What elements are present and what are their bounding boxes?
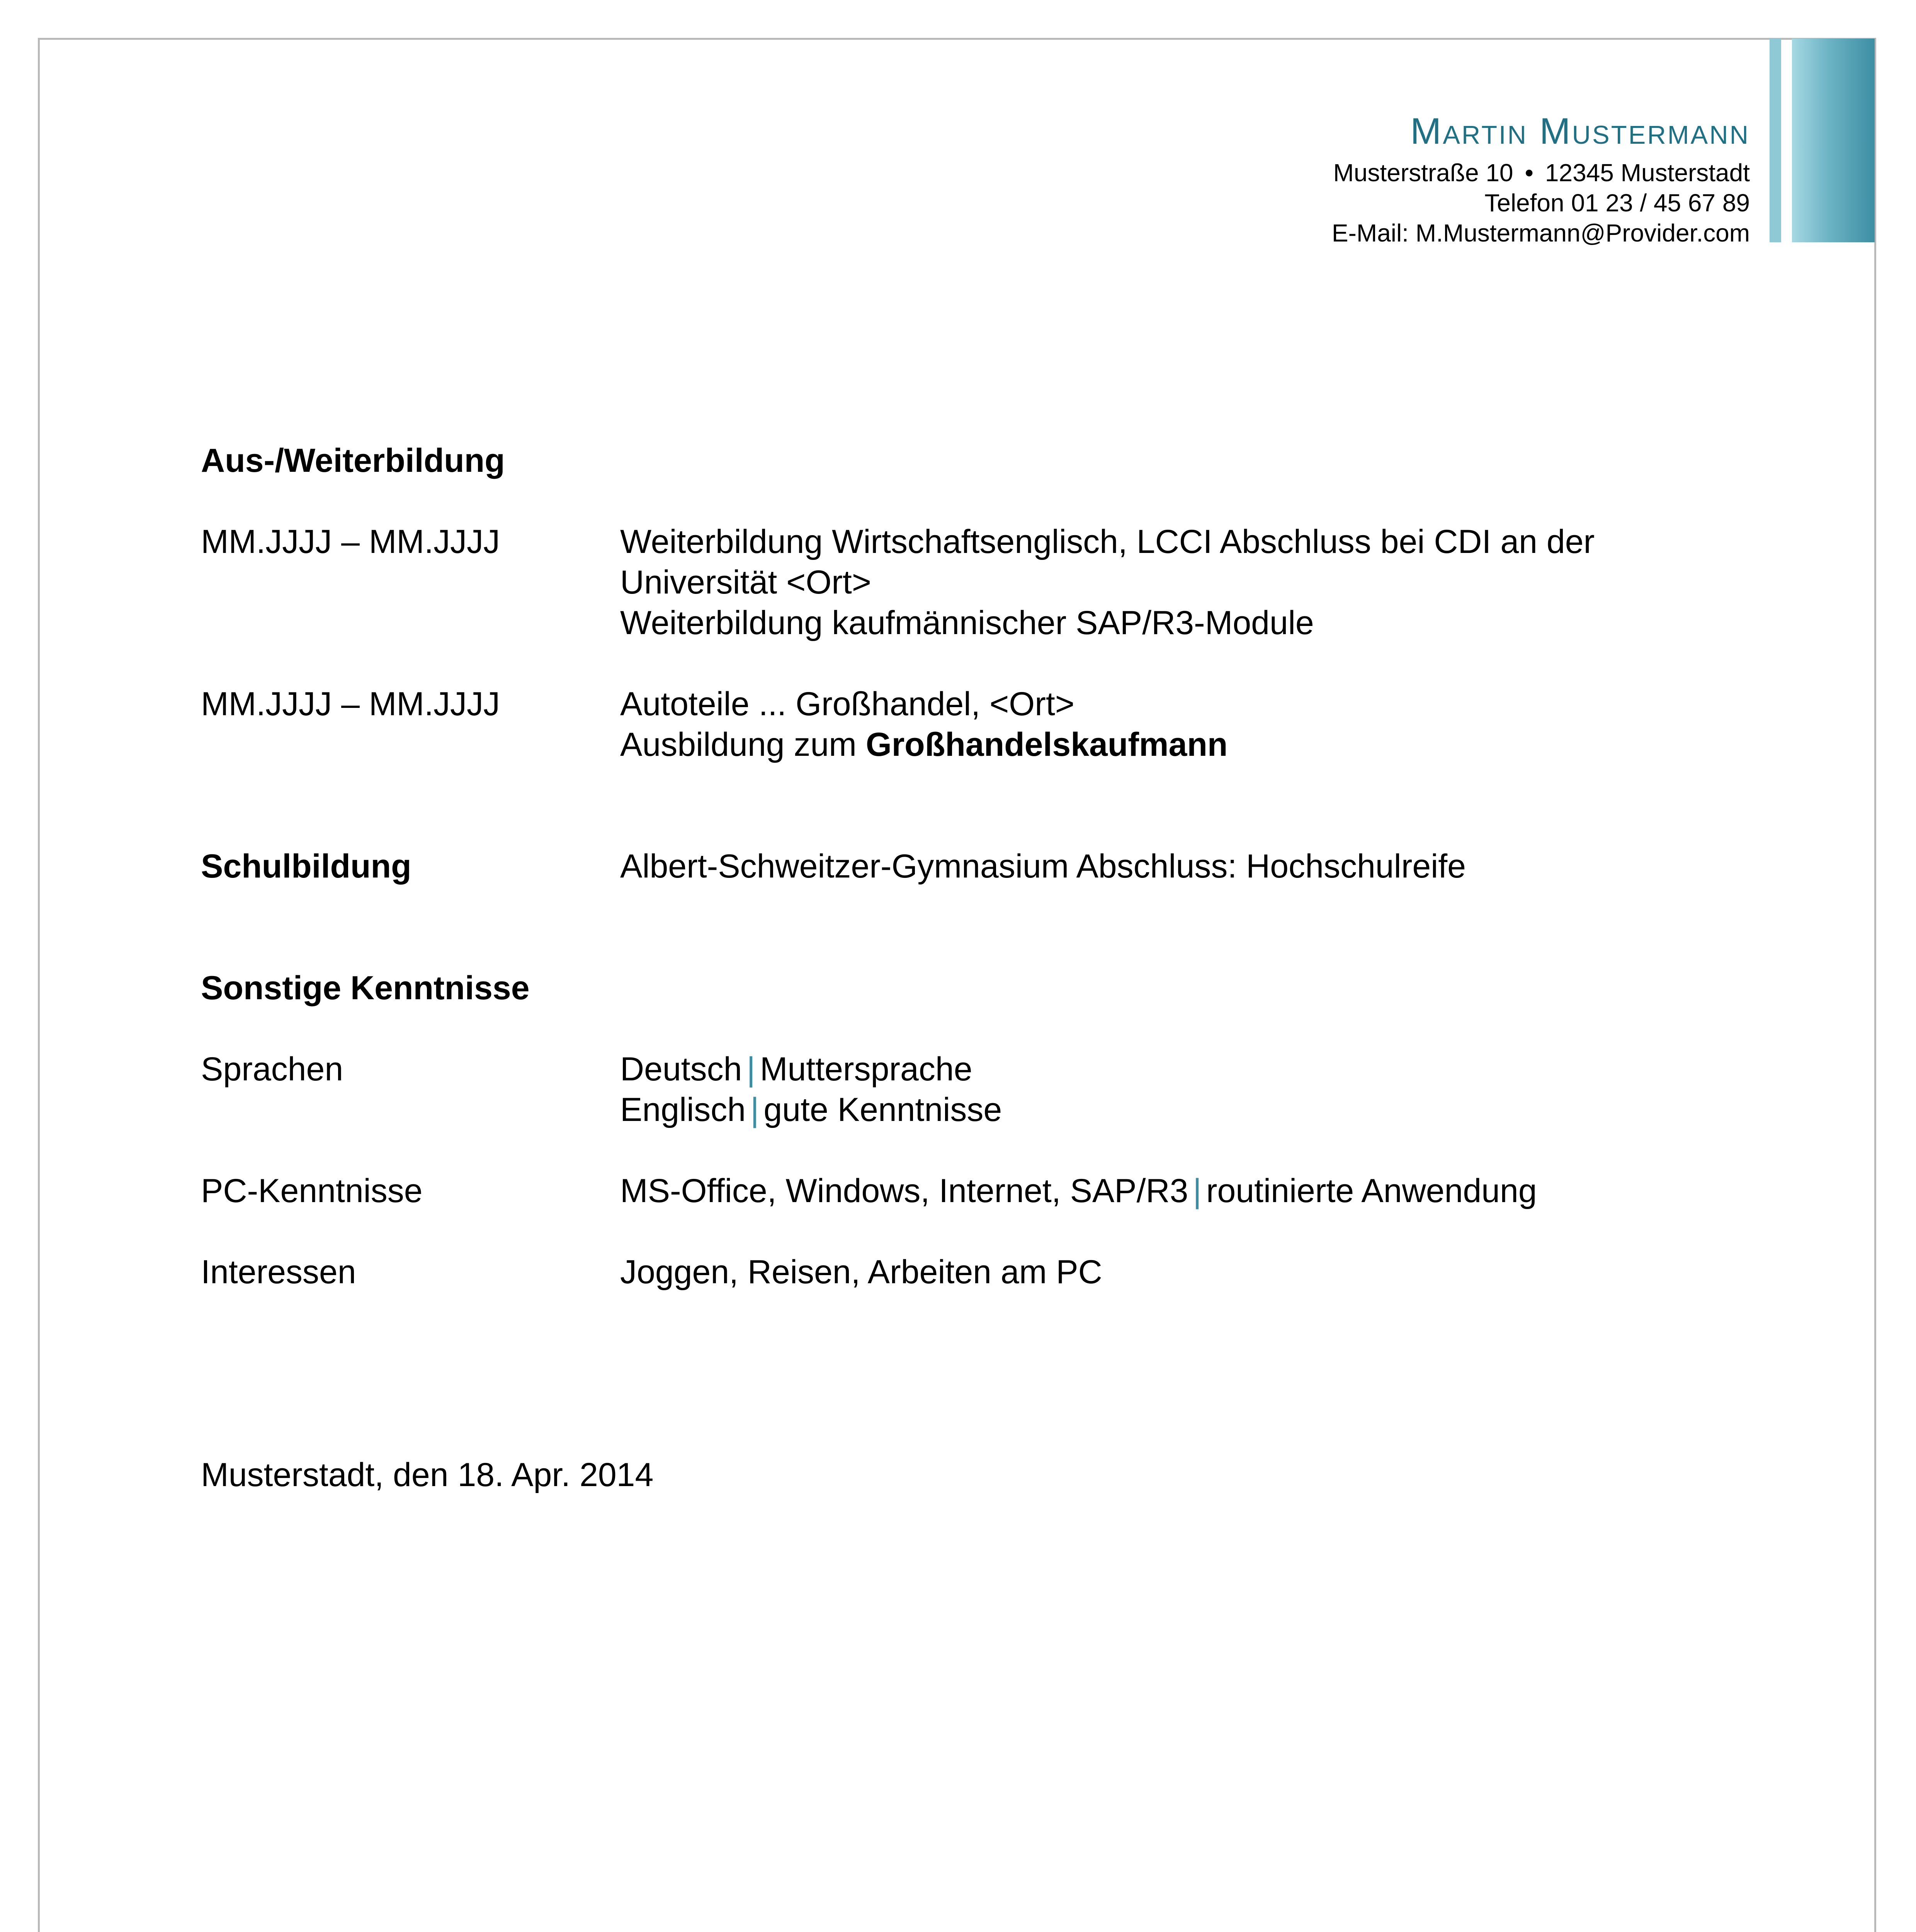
skills-languages [201,1049,1746,1130]
skills-label: Interessen [201,1253,356,1291]
entry-description [620,684,1746,765]
address-line [1332,158,1750,188]
skills-pc [201,1171,1746,1211]
entry-line-prefix: Ausbildung zum [620,726,866,763]
school-value: Albert-Schweitzer-Gymnasium Abschluss: Hochschulreife [620,848,1466,885]
place-date: Musterstadt, den 18. Apr. 2014 [201,1456,654,1493]
entry-line: Weiterbildung Wirtschaftsenglisch, LCCI Abschluss bei CDI an der [620,523,1595,560]
section-heading-education: Aus-/Weiterbildung [201,442,505,479]
education-entry [201,684,1746,765]
street: Musterstraße 10 [1333,159,1513,187]
decor-vertical-bar [1792,39,1875,242]
section-heading-skills: Sonstige Kenntnisse [201,969,530,1007]
skills-interests [201,1252,1746,1293]
pc-skill-item: MS-Office, Windows, Internet, SAP/R3 | routinierte Anwendung [620,1172,1537,1209]
decor-vertical-bar-light [1770,39,1781,242]
email: E-Mail: M.Mustermann@Provider.com [1331,219,1750,247]
pipe-separator: | [746,1051,755,1088]
language-item: Deutsch | Muttersprache [620,1051,972,1088]
entry-line: Universität <Ort> [620,564,871,601]
interests-value: Joggen, Reisen, Arbeiten am PC [620,1253,1102,1291]
school-row [201,846,1746,887]
entry-description [620,522,1746,643]
language-item: Englisch | gute Kenntnisse [620,1091,1002,1128]
education-entry [201,522,1746,643]
skills-label: PC-Kenntnisse [201,1172,423,1209]
entry-line: Autoteile ... Großhandel, <Ort> [620,685,1074,723]
letterhead [1332,108,1750,248]
pipe-separator: | [750,1091,759,1128]
section-heading-school: Schulbildung [201,848,411,885]
bullet-separator: • [1525,159,1533,187]
entry-line: Weiterbildung kaufmännischer SAP/R3-Module [620,604,1314,641]
pipe-separator: | [1193,1172,1202,1209]
entry-period: MM.JJJJ – MM.JJJJ [201,685,500,723]
entry-line [620,724,1746,765]
city: 12345 Musterstadt [1545,159,1750,187]
entry-period: MM.JJJJ – MM.JJJJ [201,523,500,560]
phone: Telefon 01 23 / 45 67 89 [1484,189,1750,217]
cv-content [201,440,1746,1495]
skills-label: Sprachen [201,1051,343,1088]
entry-line-bold: Großhandelskaufmann [865,726,1228,763]
author-name: Martin Mustermann [1410,111,1750,152]
